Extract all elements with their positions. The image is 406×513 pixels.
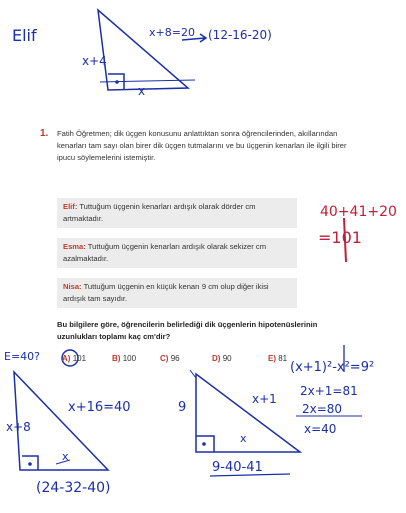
hint-esma (57, 238, 297, 268)
hand-eq2: 2x+1=81 (300, 384, 358, 398)
hint-elif (57, 198, 297, 228)
option-e[interactable] (268, 354, 287, 363)
hand-br-base: x (240, 432, 247, 445)
question-ask: Bu bilgilere göre, öğrencilerin belirlediği dik üçgenlerin hipotenüslerinin uzunlukları toplamı kaç cm'dir? (57, 320, 318, 341)
hint-elif-text: Tuttuğum üçgenin kenarları ardışık olarak dörder cm artmaktadır. (63, 202, 256, 223)
hand-elif-label: Elif (12, 26, 37, 45)
option-d[interactable] (212, 354, 232, 363)
option-b-value: 100 (122, 354, 137, 363)
option-a[interactable] (62, 354, 86, 363)
hand-right-sum-2: =101 (318, 228, 362, 247)
option-b-letter: B) (112, 354, 121, 363)
hand-br-leg: 9 (178, 400, 187, 415)
right-angle-dot (115, 80, 119, 84)
top-triangle-sketch (98, 10, 206, 90)
hint-elif-name: Elif: (63, 202, 78, 211)
question-number: 1. (40, 128, 49, 139)
option-d-letter: D) (212, 354, 221, 363)
right-angle-dot-2 (28, 462, 32, 466)
option-e-letter: E) (268, 354, 276, 363)
hand-bl-base: x (62, 450, 69, 463)
hand-top-hyp: x+8=20 (149, 26, 195, 39)
option-c-letter: C) (160, 354, 169, 363)
hint-esma-name: Esma: (63, 242, 86, 251)
hand-eq1: (x+1)²-x²=9² (290, 360, 375, 375)
option-b[interactable] (112, 354, 136, 363)
option-a-letter: A) (62, 354, 71, 363)
hand-bl-leg: x+8 (6, 420, 31, 434)
hint-nisa (57, 278, 297, 308)
option-d-value: 90 (222, 354, 232, 363)
right-angle-dot-3 (202, 442, 206, 446)
hand-top-leg: x+4 (82, 54, 107, 68)
option-a-value: 101 (72, 354, 87, 363)
hand-eq3: 2x=80 (302, 402, 343, 416)
hand-bl-hyp: x+16=40 (68, 400, 131, 415)
hand-top-base: x (138, 84, 146, 98)
hint-nisa-text: Tuttuğum üçgenin en küçük kenarı 9 cm olup diğer ikisi ardışık tam sayıdır. (63, 282, 269, 303)
hand-bl-result: (24-32-40) (36, 480, 111, 496)
hand-br-hyp: x+1 (252, 392, 277, 406)
hand-esma-note: E=40? (4, 350, 41, 363)
hint-esma-text: Tuttuğum üçgenin kenarları ardışık olarak sekizer cm azalmaktadır. (63, 242, 267, 263)
hand-top-result: (12-16-20) (208, 28, 272, 42)
option-c[interactable] (160, 354, 180, 363)
question-text: Fatih Öğretmen; dik üçgen konusunu anlattıktan sonra öğrencilerinden, akıllarından kenarları tam sayı olan birer dik üçgen tutmalarını ve bu üçgenin kenarları ile ilgili birer ipucu söylemelerini istemiştir. (57, 129, 347, 162)
hand-right-sum-1: 40+41+20 (320, 204, 397, 220)
option-e-value: 81 (278, 354, 288, 363)
hand-eq4: x=40 (304, 422, 337, 436)
hint-nisa-name: Nisa: (63, 282, 82, 291)
option-c-value: 96 (170, 354, 180, 363)
hand-br-result: 9-40-41 (212, 460, 263, 475)
